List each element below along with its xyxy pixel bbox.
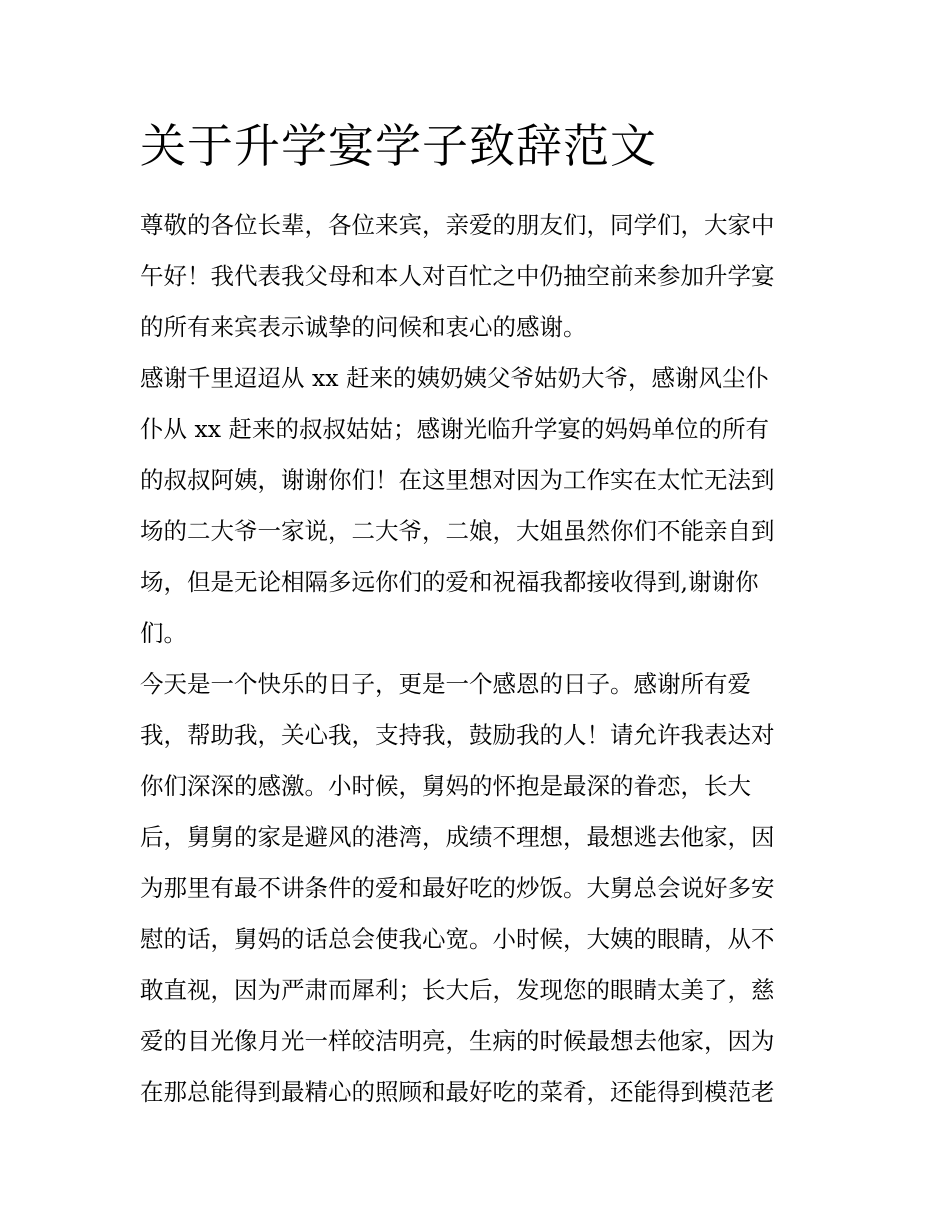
text-line-11: 我，帮助我，关心我，支持我，鼓励我的人！请允许我表达对	[140, 721, 775, 749]
text-line-15: 慰的话，舅妈的话总会使我心宽。小时候，大姨的眼睛，从不	[140, 925, 775, 953]
text-line-13: 后，舅舅的家是避风的港湾，成绩不理想，最想逃去他家，因	[140, 823, 775, 851]
document-body	[140, 200, 820, 1118]
text-line-1: 尊敬的各位长辈，各位来宾，亲爱的朋友们，同学们，大家中	[140, 211, 775, 239]
text-line-14: 为那里有最不讲条件的爱和最好吃的炒饭。大舅总会说好多安	[140, 874, 775, 902]
text-line-5: 仆从 xx 赶来的叔叔姑姑；感谢光临升学宴的妈妈单位的所有	[140, 415, 769, 443]
text-line-4: 感谢千里迢迢从 xx 赶来的姨奶姨父爷姑奶大爷，感谢风尘仆	[140, 364, 769, 392]
text-line-8: 场，但是无论相隔多远你们的爱和祝福我都接收得到,谢谢你	[140, 568, 759, 596]
text-line-2: 午好！我代表我父母和本人对百忙之中仍抽空前来参加升学宴	[140, 262, 775, 290]
document-title: 关于升学宴学子致辞范文	[140, 119, 657, 173]
text-line-7: 场的二大爷一家说，二大爷，二娘，大姐虽然你们不能亲自到	[140, 517, 775, 545]
text-line-17: 爱的目光像月光一样皎洁明亮，生病的时候最想去他家，因为	[140, 1027, 775, 1055]
text-line-10: 今天是一个快乐的日子，更是一个感恩的日子。感谢所有爱	[140, 670, 751, 698]
text-line-6: 的叔叔阿姨，谢谢你们！在这里想对因为工作实在太忙无法到	[140, 466, 775, 494]
text-line-9: 们。	[140, 619, 187, 647]
text-line-3: 的所有来宾表示诚挚的问候和衷心的感谢。	[140, 313, 587, 341]
text-line-18: 在那总能得到最精心的照顾和最好吃的菜肴，还能得到模范老	[140, 1078, 775, 1106]
text-line-16: 敢直视，因为严肃而犀利；长大后，发现您的眼睛太美了，慈	[140, 976, 775, 1004]
text-line-12: 你们深深的感激。小时候，舅妈的怀抱是最深的眷恋，长大	[140, 772, 751, 800]
